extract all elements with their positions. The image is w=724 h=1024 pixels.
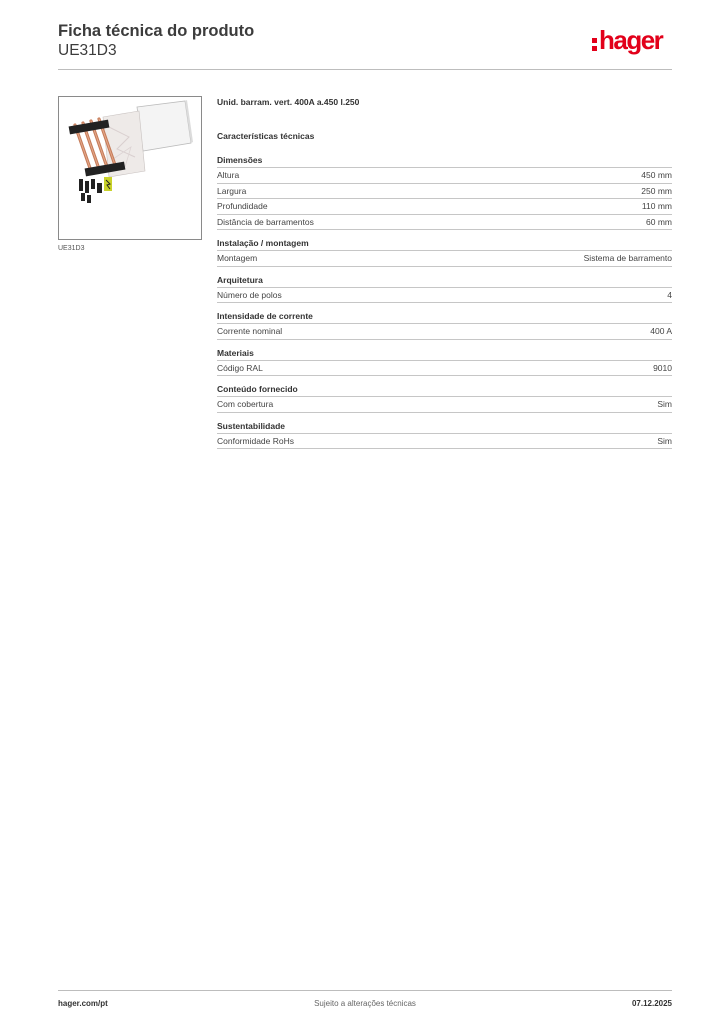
spec-group-title: Dimensões	[217, 155, 672, 168]
spec-group	[217, 348, 672, 377]
spec-label: Conformidade RoHs	[217, 435, 295, 446]
page-footer	[58, 990, 672, 1015]
spec-value: Sim	[657, 399, 672, 409]
product-image	[58, 96, 202, 240]
spec-row	[217, 288, 672, 304]
spec-row	[217, 215, 672, 231]
spec-group-title: Conteúdo fornecido	[217, 384, 672, 397]
spec-row	[217, 168, 672, 184]
spec-row	[217, 199, 672, 215]
spec-group	[217, 421, 672, 450]
spec-label: Número de polos	[217, 289, 282, 300]
spec-value: 400 A	[650, 326, 672, 336]
spec-group-title: Arquitetura	[217, 275, 672, 288]
page-title: Ficha técnica do produto	[58, 22, 255, 40]
hager-logo	[592, 25, 672, 57]
spec-group	[217, 275, 672, 304]
spec-row	[217, 361, 672, 377]
product-description: Unid. barram. vert. 400A a.450 l.250	[217, 97, 360, 107]
spec-group	[217, 155, 672, 230]
spec-value: 9010	[653, 362, 672, 373]
spec-label: Corrente nominal	[217, 326, 283, 336]
spec-row	[217, 434, 672, 450]
spec-label: Distância de barramentos	[217, 216, 314, 227]
spec-value: 110 mm	[641, 201, 672, 211]
spec-group	[217, 311, 672, 340]
busbar-kit-illustration-icon	[59, 97, 201, 239]
spec-row	[217, 184, 672, 200]
spec-label: Com cobertura	[217, 399, 274, 409]
page-header	[58, 20, 672, 70]
spec-group	[217, 238, 672, 267]
specs-heading: Características técnicas	[217, 131, 315, 141]
spec-content	[217, 97, 672, 457]
spec-groups	[217, 155, 672, 449]
logo-text: hager	[599, 25, 663, 55]
spec-label: Profundidade	[217, 201, 268, 211]
spec-group-title: Intensidade de corrente	[217, 311, 672, 324]
spec-group-title: Instalação / montagem	[217, 238, 672, 251]
footer-date: 07.12.2025	[631, 999, 672, 1008]
spec-value: 60 mm	[646, 216, 672, 227]
spec-row	[217, 251, 672, 267]
spec-row	[217, 324, 672, 340]
spec-group	[217, 384, 672, 413]
spec-group-title: Sustentabilidade	[217, 421, 672, 434]
spec-value: 4	[667, 289, 672, 300]
spec-label: Altura	[217, 170, 240, 180]
spec-value: 450 mm	[641, 170, 672, 180]
spec-row	[217, 397, 672, 413]
spec-label: Montagem	[217, 253, 258, 263]
spec-group-title: Materiais	[217, 348, 672, 361]
spec-value: Sistema de barramento	[583, 253, 672, 263]
spec-value: 250 mm	[641, 185, 672, 196]
image-caption: UE31D3	[58, 245, 85, 252]
logo-dots-icon	[592, 38, 597, 54]
spec-value: Sim	[657, 435, 672, 446]
product-code: UE31D3	[58, 42, 117, 59]
spec-label: Código RAL	[217, 362, 263, 373]
footer-website[interactable]: hager.com/pt	[58, 999, 108, 1008]
spec-label: Largura	[217, 185, 247, 196]
footer-notice: Sujeito a alterações técnicas	[314, 999, 416, 1008]
